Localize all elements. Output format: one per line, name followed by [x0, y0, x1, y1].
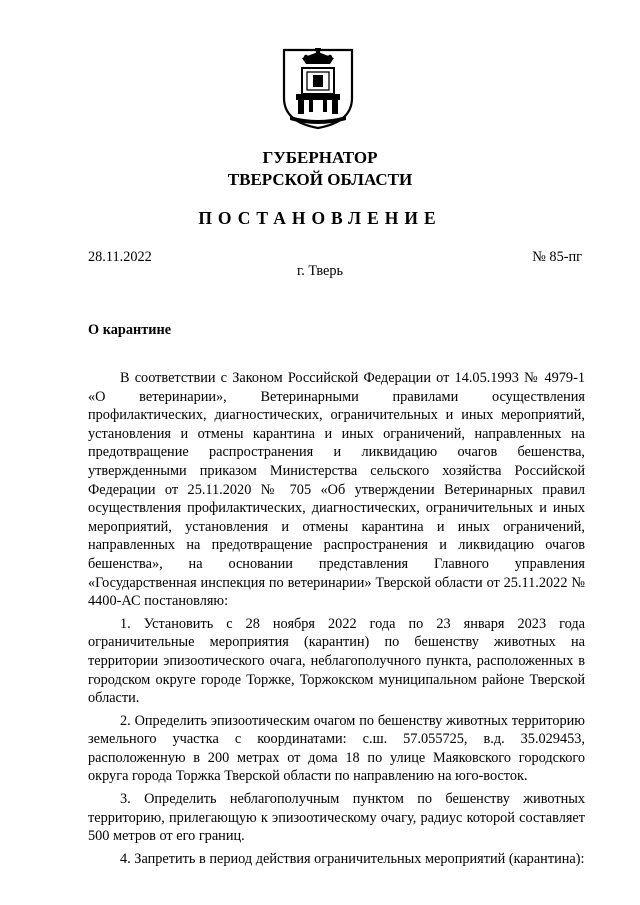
preamble-paragraph: В соответствии с Законом Российской Федерации от 14.05.1993 № 4979-1 «О ветеринарии», Ветеринарными правилами осуществления профилактических, диагностических, ограничительных и иных мероприятий, установления и отмены карантина и иных ограничений, направленных на предотвращение распространения и ликвидацию очагов бешенства, утвержденными приказом Министерства сельского хозяйства Российской Федерации от 25.11.2020 № 705 «Об утверждении Ветеринарных правил осуществления профилактических, диагностических, ограничительных и иных мероприятий, установления и отмены карантина и иных ограничений, направленных на предотвращение распространения и ликвидацию очагов бешенства», на основании представления Главного управления «Государственная инспекция по ветеринарии» Тверской области от 25.11.2022 № 4400-АС постановляю:	[88, 370, 585, 610]
document-subject: О карантине	[88, 322, 172, 338]
issuer-title: ГУБЕРНАТОР	[262, 148, 378, 167]
document-type: ПОСТАНОВЛЕНИЕ	[198, 208, 442, 228]
document-body	[88, 369, 585, 868]
document-city: г. Тверь	[296, 263, 344, 279]
clause-4: 4. Запретить в период действия ограничительных мероприятий (карантина):	[120, 850, 585, 867]
document-date: 28.11.2022	[88, 249, 152, 265]
document-number: № 85-пг	[532, 249, 582, 265]
clause-2: 2. Определить эпизоотическим очагом по бешенству животных территорию земельного участка с координатами: с.ш. 57.055725, в.д. 35.029453, расположенную в 200 метрах от дома 18 по улице Маяковского городского округа города Торжка Тверской области по направлению на юго-восток.	[88, 712, 585, 785]
clause-3: 3. Определить неблагополучным пунктом по бешенству животных территорию, прилегающую к эпизоотическому очагу, радиус которой составляет 500 метров от его границ.	[88, 791, 585, 845]
issuer-region: ТВЕРСКОЙ ОБЛАСТИ	[227, 170, 413, 189]
tver-coat-of-arms-icon	[280, 46, 356, 130]
clause-1: 1. Установить с 28 ноября 2022 года по 23 января 2023 года ограничительные мероприятия (карантин) по бешенству животных на территории эпизоотического очага, неблагополучного пункта, расположенных в городском округе городе Торжке, Торжокском муниципальном районе Тверской области.	[88, 615, 585, 707]
